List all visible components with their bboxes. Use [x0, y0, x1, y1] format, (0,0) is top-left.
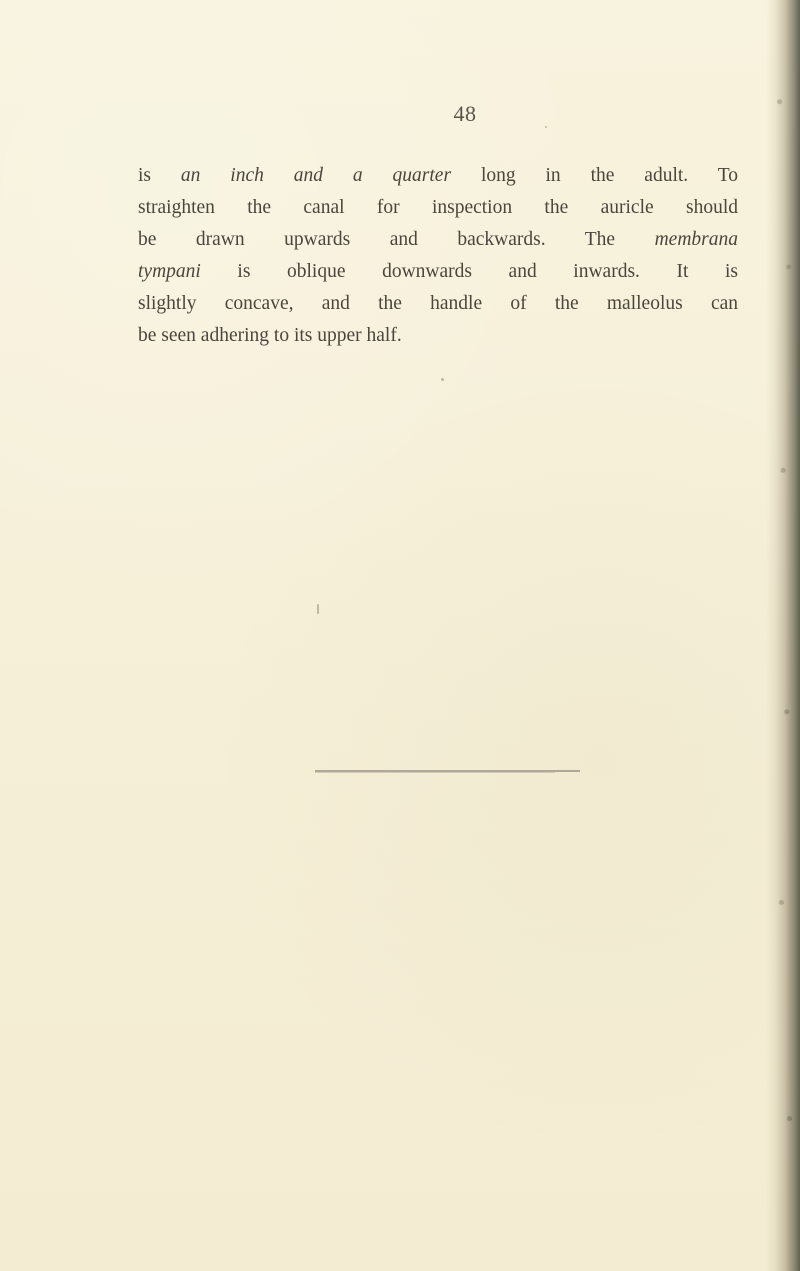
paper-speck: [441, 378, 444, 381]
section-divider-shadow: [315, 772, 555, 773]
body-paragraph: [138, 160, 738, 352]
paper-speck: [317, 604, 319, 614]
italic-phrase: tympani: [138, 261, 201, 282]
paper-speck: [545, 126, 547, 128]
text-line-5: [138, 288, 738, 320]
text-line-2: [138, 192, 738, 224]
text-fragment: is: [138, 165, 181, 186]
text-fragment: be seen adhering to its upper half.: [138, 325, 402, 346]
text-fragment: be drawn upwards and backwards. The: [138, 229, 655, 250]
page-edge-stains: [776, 0, 794, 1271]
text-line-3: [138, 224, 738, 256]
text-line-6: [138, 320, 738, 352]
page-number: 48: [453, 101, 477, 126]
text-fragment: long in the adult. To: [451, 165, 738, 186]
text-fragment: is oblique downwards and inwards. It is: [200, 261, 738, 282]
text-fragment: straighten the canal for inspection the auricle should: [138, 197, 738, 218]
text-fragment: slightly concave, and the handle of the malleolus can: [138, 293, 738, 314]
text-line-1: [138, 160, 738, 192]
italic-phrase: an inch and a quarter: [180, 165, 452, 186]
text-line-4: [138, 256, 738, 288]
italic-phrase: membrana: [654, 229, 738, 250]
